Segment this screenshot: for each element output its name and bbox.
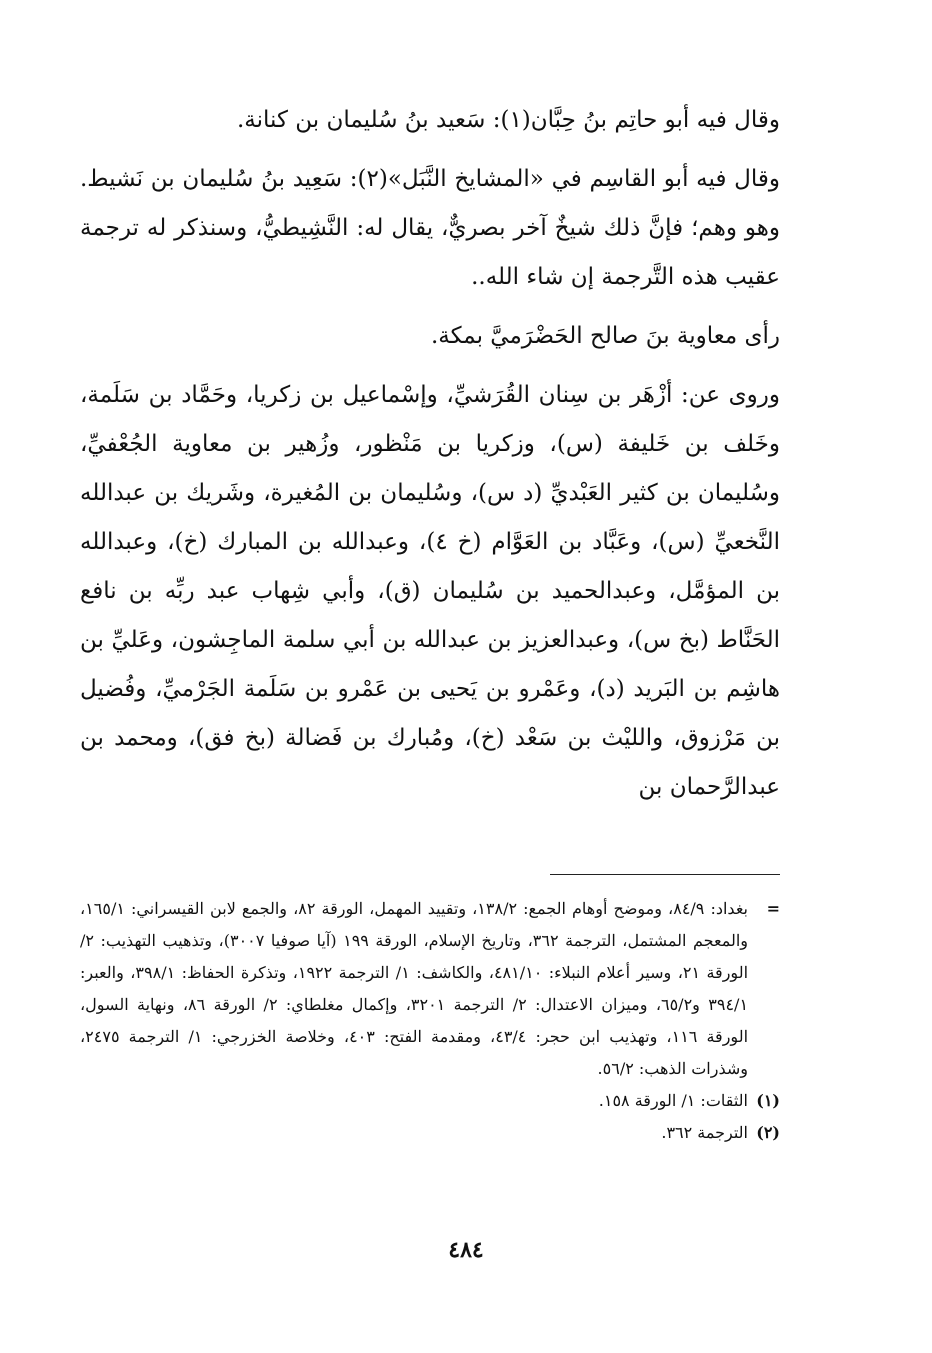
paragraph-muawiya: رأى معاوية بنَ صالح الحَضْرَميَّ بمكة. — [430, 323, 780, 349]
footnote-marker: = — [766, 899, 780, 918]
footnote-2 — [80, 1117, 780, 1149]
footnote-continuation — [80, 893, 780, 1085]
footnote-text: الثقات: ١/ الورقة ١٥٨. — [598, 1091, 748, 1110]
footnote-separator — [550, 874, 780, 875]
footnotes — [80, 893, 780, 1149]
footnote-marker: (١) — [756, 1091, 780, 1110]
footnote-1 — [80, 1085, 780, 1117]
paragraph-abu-al-qasim: وقال فيه أبو القاسِم في «المشايخ النَّبَل»(٢): سَعِيد بنُ سُليمان بن نَشيط. وهو وهم؛ فإنَّ ذلك شيخٌ آخر بصريٌّ، يقال له: النَّشِيطيُّ، وسنذكر له ترجمة عقيب هذه التَّرجمة إن شاء الله.. — [80, 166, 780, 290]
footnote-text: الترجمة ٣٦٢. — [661, 1123, 748, 1142]
footnote-text: بغداد: ٨٤/٩، وموضح أوهام الجمع: ١٣٨/٢، وتقييد المهمل، الورقة ٨٢، والجمع لابن القيسراني: ١٦٥/١، والمعجم المشتمل، الترجمة ٣٦٢، وتاريخ الإسلام، الورقة ١٩٩ (آيا صوفيا ٣٠٠٧)، وتذهيب التهذيب: ٢/ الورقة ٢١، وسير أعلام النبلاء: ٤٨١/١٠، والكاشف: ١/ الترجمة ١٩٢٢، وتذكرة الحفاظ: ٣٩٨/١، والعبر: ٣٩٤/١ و٦٥/٢، وميزان الاعتدال: ٢/ الترجمة ٣٢٠١، وإكمال مغلطاي: ٢/ الورقة ٨٦، ونهاية السول، الورقة ١١٦، وتهذيب ابن حجر: ٤٣/٤، ومقدمة الفتح: ٤٠٣، وخلاصة الخزرجي: ١/ الترجمة ٢٤٧٥، وشذرات الذهب: ٥٦/٢. — [80, 899, 749, 1078]
page-number: ٤٨٤ — [448, 1237, 484, 1263]
paragraph-narrated-from: وروى عن: أزْهَر بن سِنان القُرَشيِّ، وإسْماعيل بن زكريا، وحَمَّاد بن سَلَمة، وخَلف بن خَليفة (س)، وزكريا بن مَنْظور، وزُهير بن معاوية الجُعْفيِّ، وسُليمان بن كثير العَبْديِّ (د س)، وسُليمان بن المُغيرة، وشَريك بن عبدالله النَّخعيِّ (س)، وعَبَّاد بن العَوَّام (خ ٤)، وعبدالله بن المبارك (خ)، وعبدالله بن المؤمَّل، وعبدالحميد بن سُليمان (ق)، وأبي شِهاب عبد ربِّه بن نافع الحَنَّاط (بخ س)، وعبدالعزيز بن عبدالله بن أبي سلمة الماجِشون، وعَليِّ بن هاشِم بن البَريد (د)، وعَمْرو بن يَحيى بن عَمْرو بن سَلَمة الجَرْميِّ، وفُضيل بن مَرْزوق، والليْث بن سَعْد (خ)، ومُبارك بن فَضالة (بخ فق)، ومحمد بن عبدالرَّحمان بن — [80, 382, 780, 800]
main-text — [80, 96, 780, 822]
paragraph-ibn-hibban: وقال فيه أبو حاتِم بنُ حِبَّان(١): سَعيد بنُ سُليمان بن كنانة. — [236, 107, 780, 133]
footnote-marker: (٢) — [756, 1123, 780, 1142]
